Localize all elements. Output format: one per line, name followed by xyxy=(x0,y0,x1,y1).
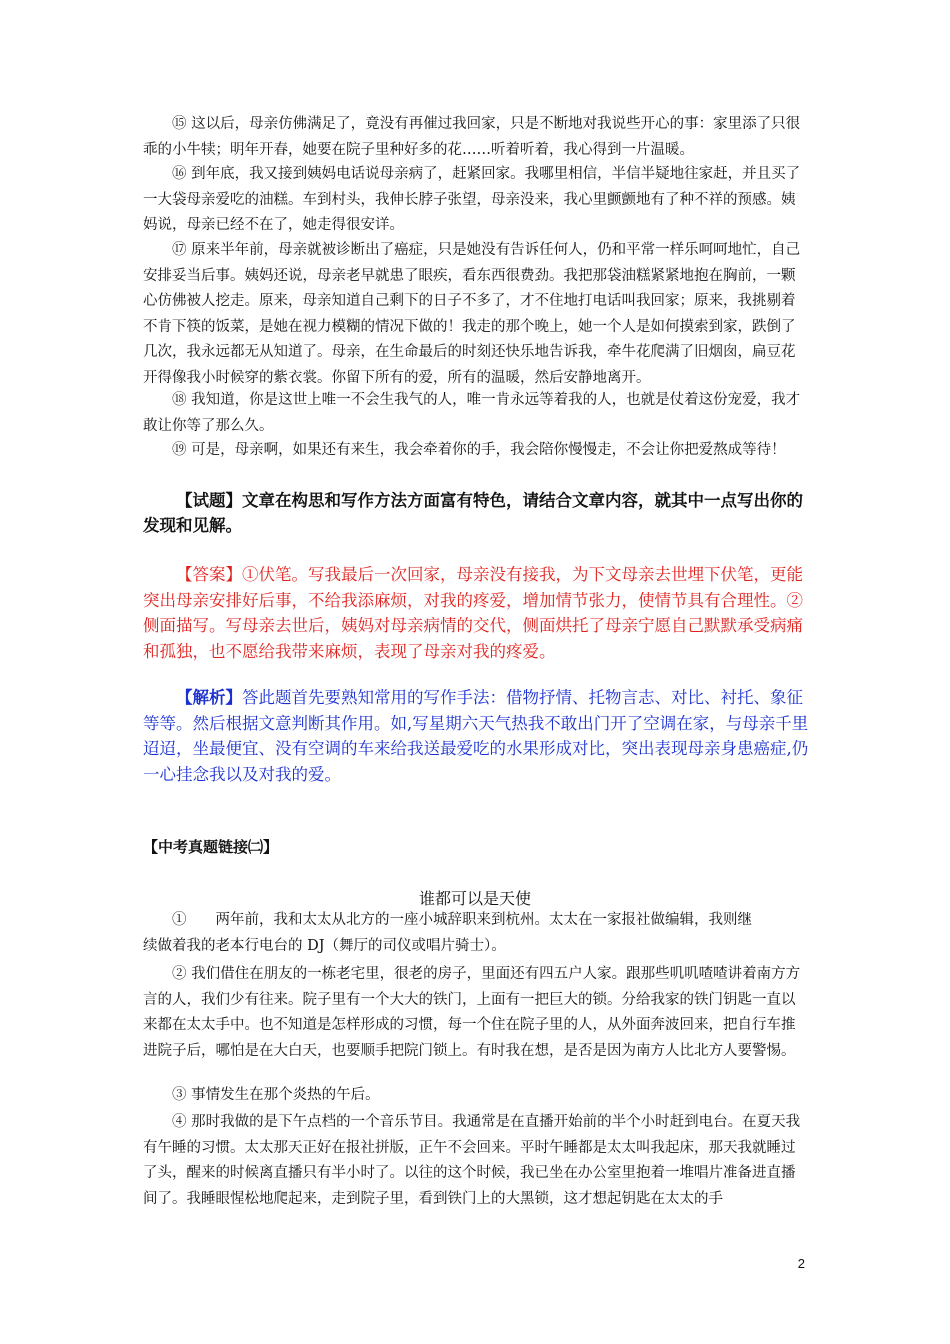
question-block xyxy=(143,488,808,538)
story-paragraph-1-line-1: ① 两年前，我和太太从北方的一座小城辞职来到杭州。太太在一家报社做编辑，我则继 xyxy=(172,912,752,928)
story-paragraph-2: ② 我们借住在朋友的一栋老宅里，很老的房子，里面还有四五户人家。跟那些叽叽喳喳讲着南方方言的人，我们少有往来。院子里有一个大大的铁门，上面有一把巨大的锁。分给我家的铁门钥匙一直以来都在太太手中。也不知道是怎样形成的习惯，每一个住在院子里的人，从外面奔波回来，把自行车推进院子后，哪怕是在大白天，也要顺手把院门锁上。有时我在想，是否是因为南方人比北方人要警惕。 xyxy=(143,966,801,1059)
story-paragraph-3: ③ 事情发生在那个炎热的午后。 xyxy=(172,1087,380,1103)
question-label: 【试题】 xyxy=(176,491,242,510)
page-number: 2 xyxy=(797,1256,805,1271)
analysis-text: 答此题首先要熟知常用的写作手法：借物抒情、托物言志、对比、衬托、象征等等。然后根据文意判断其作用。如,写星期六天气热我不敢出门开了空调在家，与母亲千里迢迢，坐最便宜、没有空调的车来给我送最爱吃的水果形成对比，突出表现母亲身患癌症,仍一心挂念我以及对我的爱。 xyxy=(143,688,809,784)
question-text: 文章在构思和写作方法方面富有特色，请结合文章内容，就其中一点写出你的发现和见解。 xyxy=(143,491,803,535)
analysis-label: 【解析】 xyxy=(176,688,242,707)
paragraph-15: ⑮ 这以后，母亲仿佛满足了，竟没有再催过我回家，只是不断地对我说些开心的事：家里添了只很乖的小牛犊；明年开春，她要在院子里种好多的花……听着听着，我心得到一片温暖。 xyxy=(143,116,801,158)
answer-label: 【答案】 xyxy=(176,565,242,584)
paragraph-18: ⑱ 我知道，你是这世上唯一不会生我气的人，唯一肯永远等着我的人，也就是仗着这份宠爱，我才敢让你等了那么久。 xyxy=(143,392,801,434)
story-paragraph-4: ④ 那时我做的是下午点档的一个音乐节目。我通常是在直播开始前的半个小时赶到电台。在夏天我有午睡的习惯。太太那天正好在报社拼版，正午不会回来。平时午睡都是太太叫我起床，那天我就睡过了头，醒来的时候离直播只有半小时了。以往的这个时候，我已坐在办公室里抱着一堆唱片准备进直播间了。我睡眼惺松地爬起来，走到院子里，看到铁门上的大黑锁，这才想起钥匙在太太的手 xyxy=(143,1114,801,1207)
paragraph-19: ⑲ 可是，母亲啊，如果还有来生，我会牵着你的手，我会陪你慢慢走，不会让你把爱熬成等待！ xyxy=(172,442,786,458)
story-paragraph-1-line-2: 续做着我的老本行电台的 DJ（舞厅的司仪或唱片骑士）。 xyxy=(143,938,506,954)
story-title: 谁都可以是天使 xyxy=(418,889,531,908)
answer-text: ①伏笔。写我最后一次回家，母亲没有接我，为下文母亲去世埋下伏笔，更能突出母亲安排好后事，不给我添麻烦，对我的疼爱，增加情节张力，使情节具有合理性。②侧面描写。写母亲去世后，姨妈对母亲病情的交代，侧面烘托了母亲宁愿自己默默承受病痛和孤独，也不愿给我带来麻烦，表现了母亲对我的疼爱。 xyxy=(143,565,803,661)
paragraph-16: ⑯ 到年底，我又接到姨妈电话说母亲病了，赶紧回家。我哪里相信，半信半疑地往家赶，并且买了一大袋母亲爱吃的油糕。车到村头，我伸长脖子张望，母亲没来，我心里颤颤地有了种不祥的预感。姨妈说，母亲已经不在了，她走得很安详。 xyxy=(143,166,801,233)
analysis-block xyxy=(143,685,813,787)
exam-link-heading: 【中考真题链接㈡】 xyxy=(143,838,279,856)
paragraph-17: ⑰ 原来半年前，母亲就被诊断出了癌症，只是她没有告诉任何人，仍和平常一样乐呵呵地忙，自己安排妥当后事。姨妈还说，母亲老早就患了眼疾，看东西很费劲。我把那袋油糕紧紧地抱在胸前，一颗心仿佛被人挖走。原来，母亲知道自己剩下的日子不多了，才不住地打电话叫我回家；原来，我挑剔着不肯下筷的饭菜，是她在视力模糊的情况下做的！我走的那个晚上，她一个人是如何摸索到家，跌倒了几次，我永远都无从知道了。母亲，在生命最后的时刻还快乐地告诉我，牵牛花爬满了旧烟囱，扁豆花开得像我小时候穿的紫衣裳。你留下所有的爱，所有的温暖，然后安静地离开。 xyxy=(143,242,801,386)
answer-block xyxy=(143,562,813,664)
